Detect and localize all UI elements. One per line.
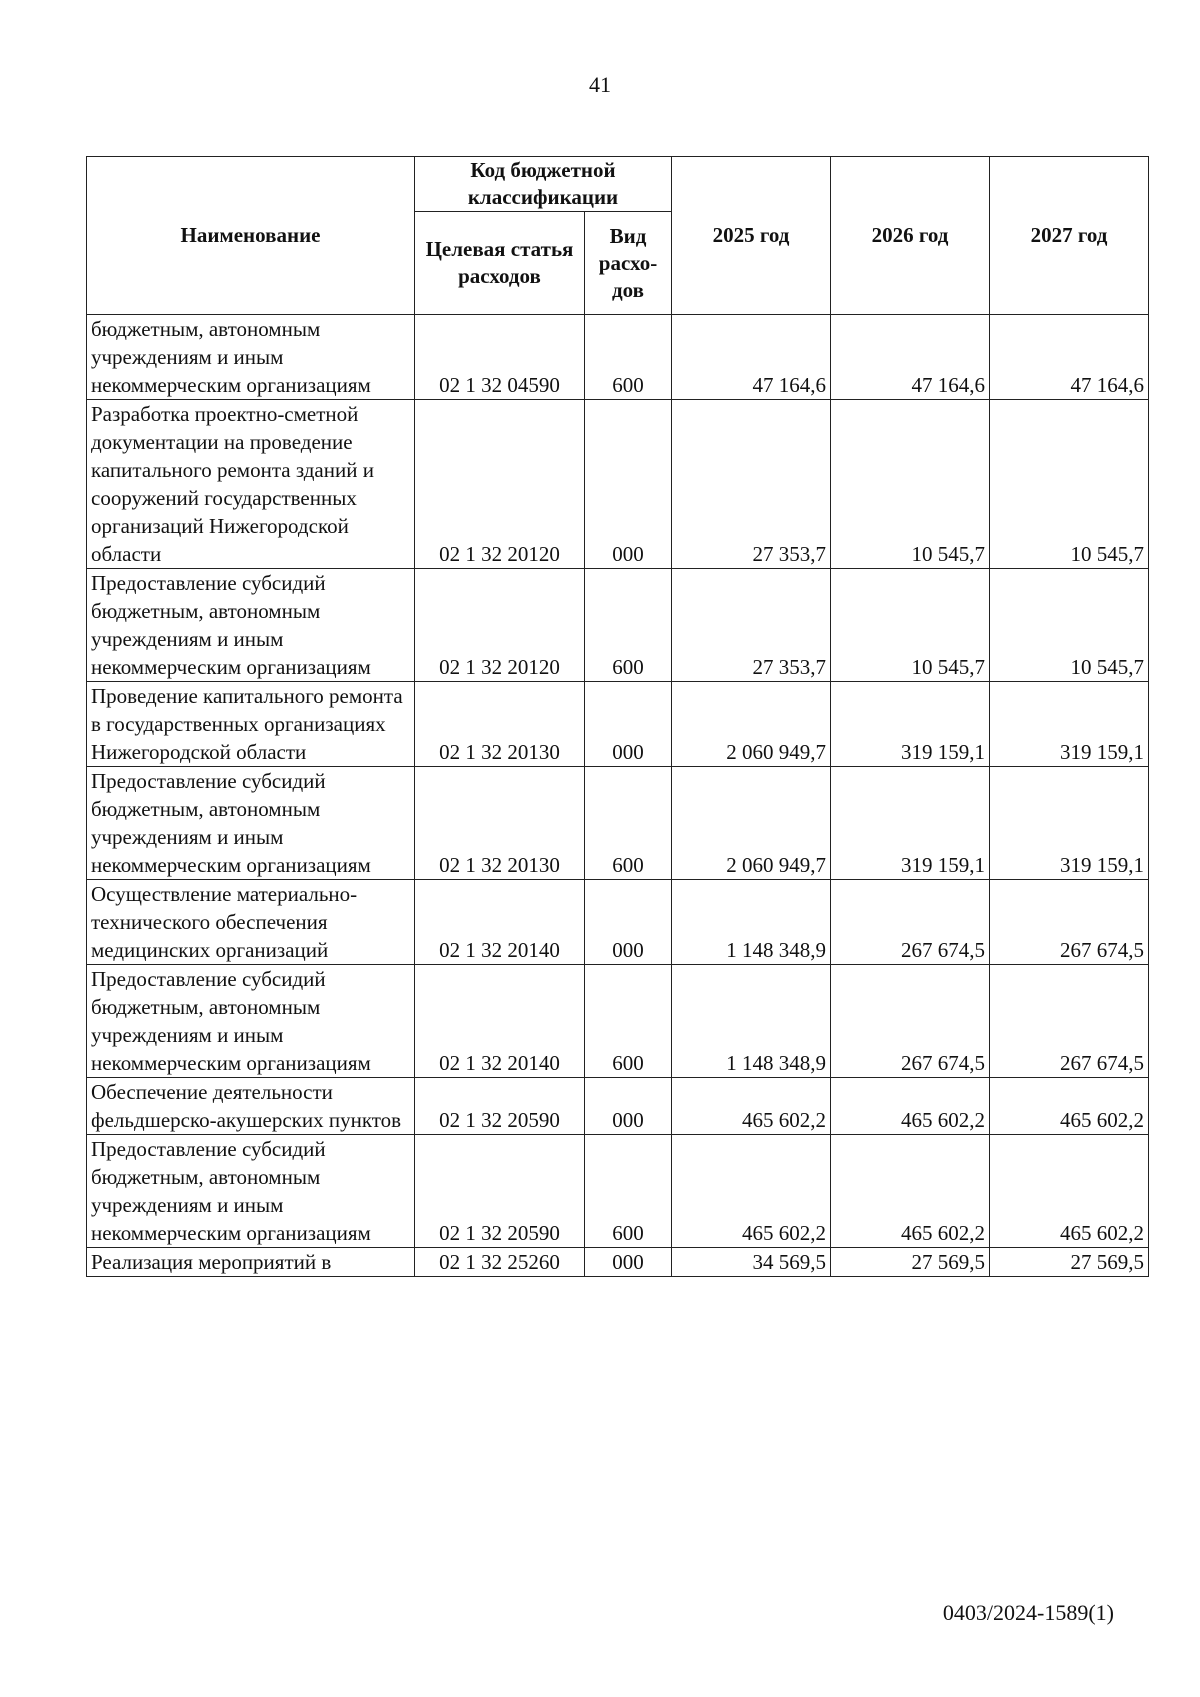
row-2025: 27 353,7 <box>672 400 831 569</box>
row-2026: 465 602,2 <box>831 1078 990 1135</box>
row-target-article: 02 1 32 20590 <box>415 1135 585 1248</box>
row-target-article: 02 1 32 20140 <box>415 965 585 1078</box>
row-target-article: 02 1 32 20140 <box>415 880 585 965</box>
table-header <box>87 157 1149 315</box>
header-name: Наименование <box>87 157 415 315</box>
header-code-group: Код бюджетной классификации <box>415 157 672 212</box>
row-2025: 1 148 348,9 <box>672 965 831 1078</box>
row-target-article: 02 1 32 20130 <box>415 682 585 767</box>
row-expense-type: 600 <box>585 315 672 400</box>
header-target-article: Целевая статья расходов <box>415 212 585 315</box>
row-2025: 1 148 348,9 <box>672 880 831 965</box>
row-target-article: 02 1 32 25260 <box>415 1248 585 1277</box>
row-expense-type: 600 <box>585 569 672 682</box>
table-row <box>87 880 1149 965</box>
table-row <box>87 1248 1149 1277</box>
row-2026: 319 159,1 <box>831 767 990 880</box>
row-2025: 465 602,2 <box>672 1135 831 1248</box>
table-row <box>87 965 1149 1078</box>
row-2026: 465 602,2 <box>831 1135 990 1248</box>
row-expense-type: 000 <box>585 1248 672 1277</box>
table-row <box>87 400 1149 569</box>
row-2027: 47 164,6 <box>990 315 1149 400</box>
row-name: Предоставление субсидий бюджетным, автономным учреждениям и иным некоммерческим организациям <box>87 1135 415 1248</box>
row-2025: 2 060 949,7 <box>672 682 831 767</box>
row-2027: 267 674,5 <box>990 965 1149 1078</box>
row-2025: 465 602,2 <box>672 1078 831 1135</box>
row-expense-type: 600 <box>585 1135 672 1248</box>
row-2027: 27 569,5 <box>990 1248 1149 1277</box>
table-row <box>87 767 1149 880</box>
row-name: Реализация мероприятий в <box>87 1248 415 1277</box>
table-row <box>87 569 1149 682</box>
row-expense-type: 000 <box>585 682 672 767</box>
header-2026: 2026 год <box>831 157 990 315</box>
row-2025: 47 164,6 <box>672 315 831 400</box>
row-name: Предоставление субсидий бюджетным, автономным учреждениям и иным некоммерческим организациям <box>87 965 415 1078</box>
header-expense-type: Вид расхо-дов <box>585 212 672 315</box>
table-row <box>87 1078 1149 1135</box>
row-2027: 267 674,5 <box>990 880 1149 965</box>
row-2025: 27 353,7 <box>672 569 831 682</box>
row-expense-type: 000 <box>585 1078 672 1135</box>
row-2027: 465 602,2 <box>990 1078 1149 1135</box>
row-name: Обеспечение деятельности фельдшерско-акушерских пунктов <box>87 1078 415 1135</box>
row-expense-type: 600 <box>585 767 672 880</box>
row-target-article: 02 1 32 20120 <box>415 400 585 569</box>
row-2027: 319 159,1 <box>990 682 1149 767</box>
row-name: Предоставление субсидий бюджетным, автономным учреждениям и иным некоммерческим организациям <box>87 767 415 880</box>
table-row <box>87 682 1149 767</box>
row-2026: 27 569,5 <box>831 1248 990 1277</box>
document-code: 0403/2024-1589(1) <box>942 1600 1114 1625</box>
row-target-article: 02 1 32 20590 <box>415 1078 585 1135</box>
row-target-article: 02 1 32 20120 <box>415 569 585 682</box>
row-expense-type: 000 <box>585 880 672 965</box>
table-row <box>87 315 1149 400</box>
row-name: Предоставление субсидий бюджетным, автономным учреждениям и иным некоммерческим организациям <box>87 569 415 682</box>
row-2027: 319 159,1 <box>990 767 1149 880</box>
row-expense-type: 600 <box>585 965 672 1078</box>
row-2025: 2 060 949,7 <box>672 767 831 880</box>
row-2026: 10 545,7 <box>831 400 990 569</box>
row-expense-type: 000 <box>585 400 672 569</box>
row-2026: 319 159,1 <box>831 682 990 767</box>
row-2026: 267 674,5 <box>831 880 990 965</box>
row-2026: 267 674,5 <box>831 965 990 1078</box>
row-target-article: 02 1 32 20130 <box>415 767 585 880</box>
page-number: 41 <box>589 72 611 97</box>
row-name: Проведение капитального ремонта в государственных организациях Нижегородской области <box>87 682 415 767</box>
budget-table <box>86 156 1149 1277</box>
row-name: Осуществление материально-технического обеспечения медицинских организаций <box>87 880 415 965</box>
row-2027: 10 545,7 <box>990 569 1149 682</box>
row-2026: 10 545,7 <box>831 569 990 682</box>
header-2027: 2027 год <box>990 157 1149 315</box>
row-2027: 465 602,2 <box>990 1135 1149 1248</box>
row-name: Разработка проектно-сметной документации на проведение капитального ремонта зданий и сооружений государственных организаций Нижегородской области <box>87 400 415 569</box>
header-2025: 2025 год <box>672 157 831 315</box>
table-body <box>87 315 1149 1277</box>
table-row <box>87 1135 1149 1248</box>
row-2027: 10 545,7 <box>990 400 1149 569</box>
row-2026: 47 164,6 <box>831 315 990 400</box>
row-2025: 34 569,5 <box>672 1248 831 1277</box>
row-target-article: 02 1 32 04590 <box>415 315 585 400</box>
row-name: бюджетным, автономным учреждениям и иным некоммерческим организациям <box>87 315 415 400</box>
